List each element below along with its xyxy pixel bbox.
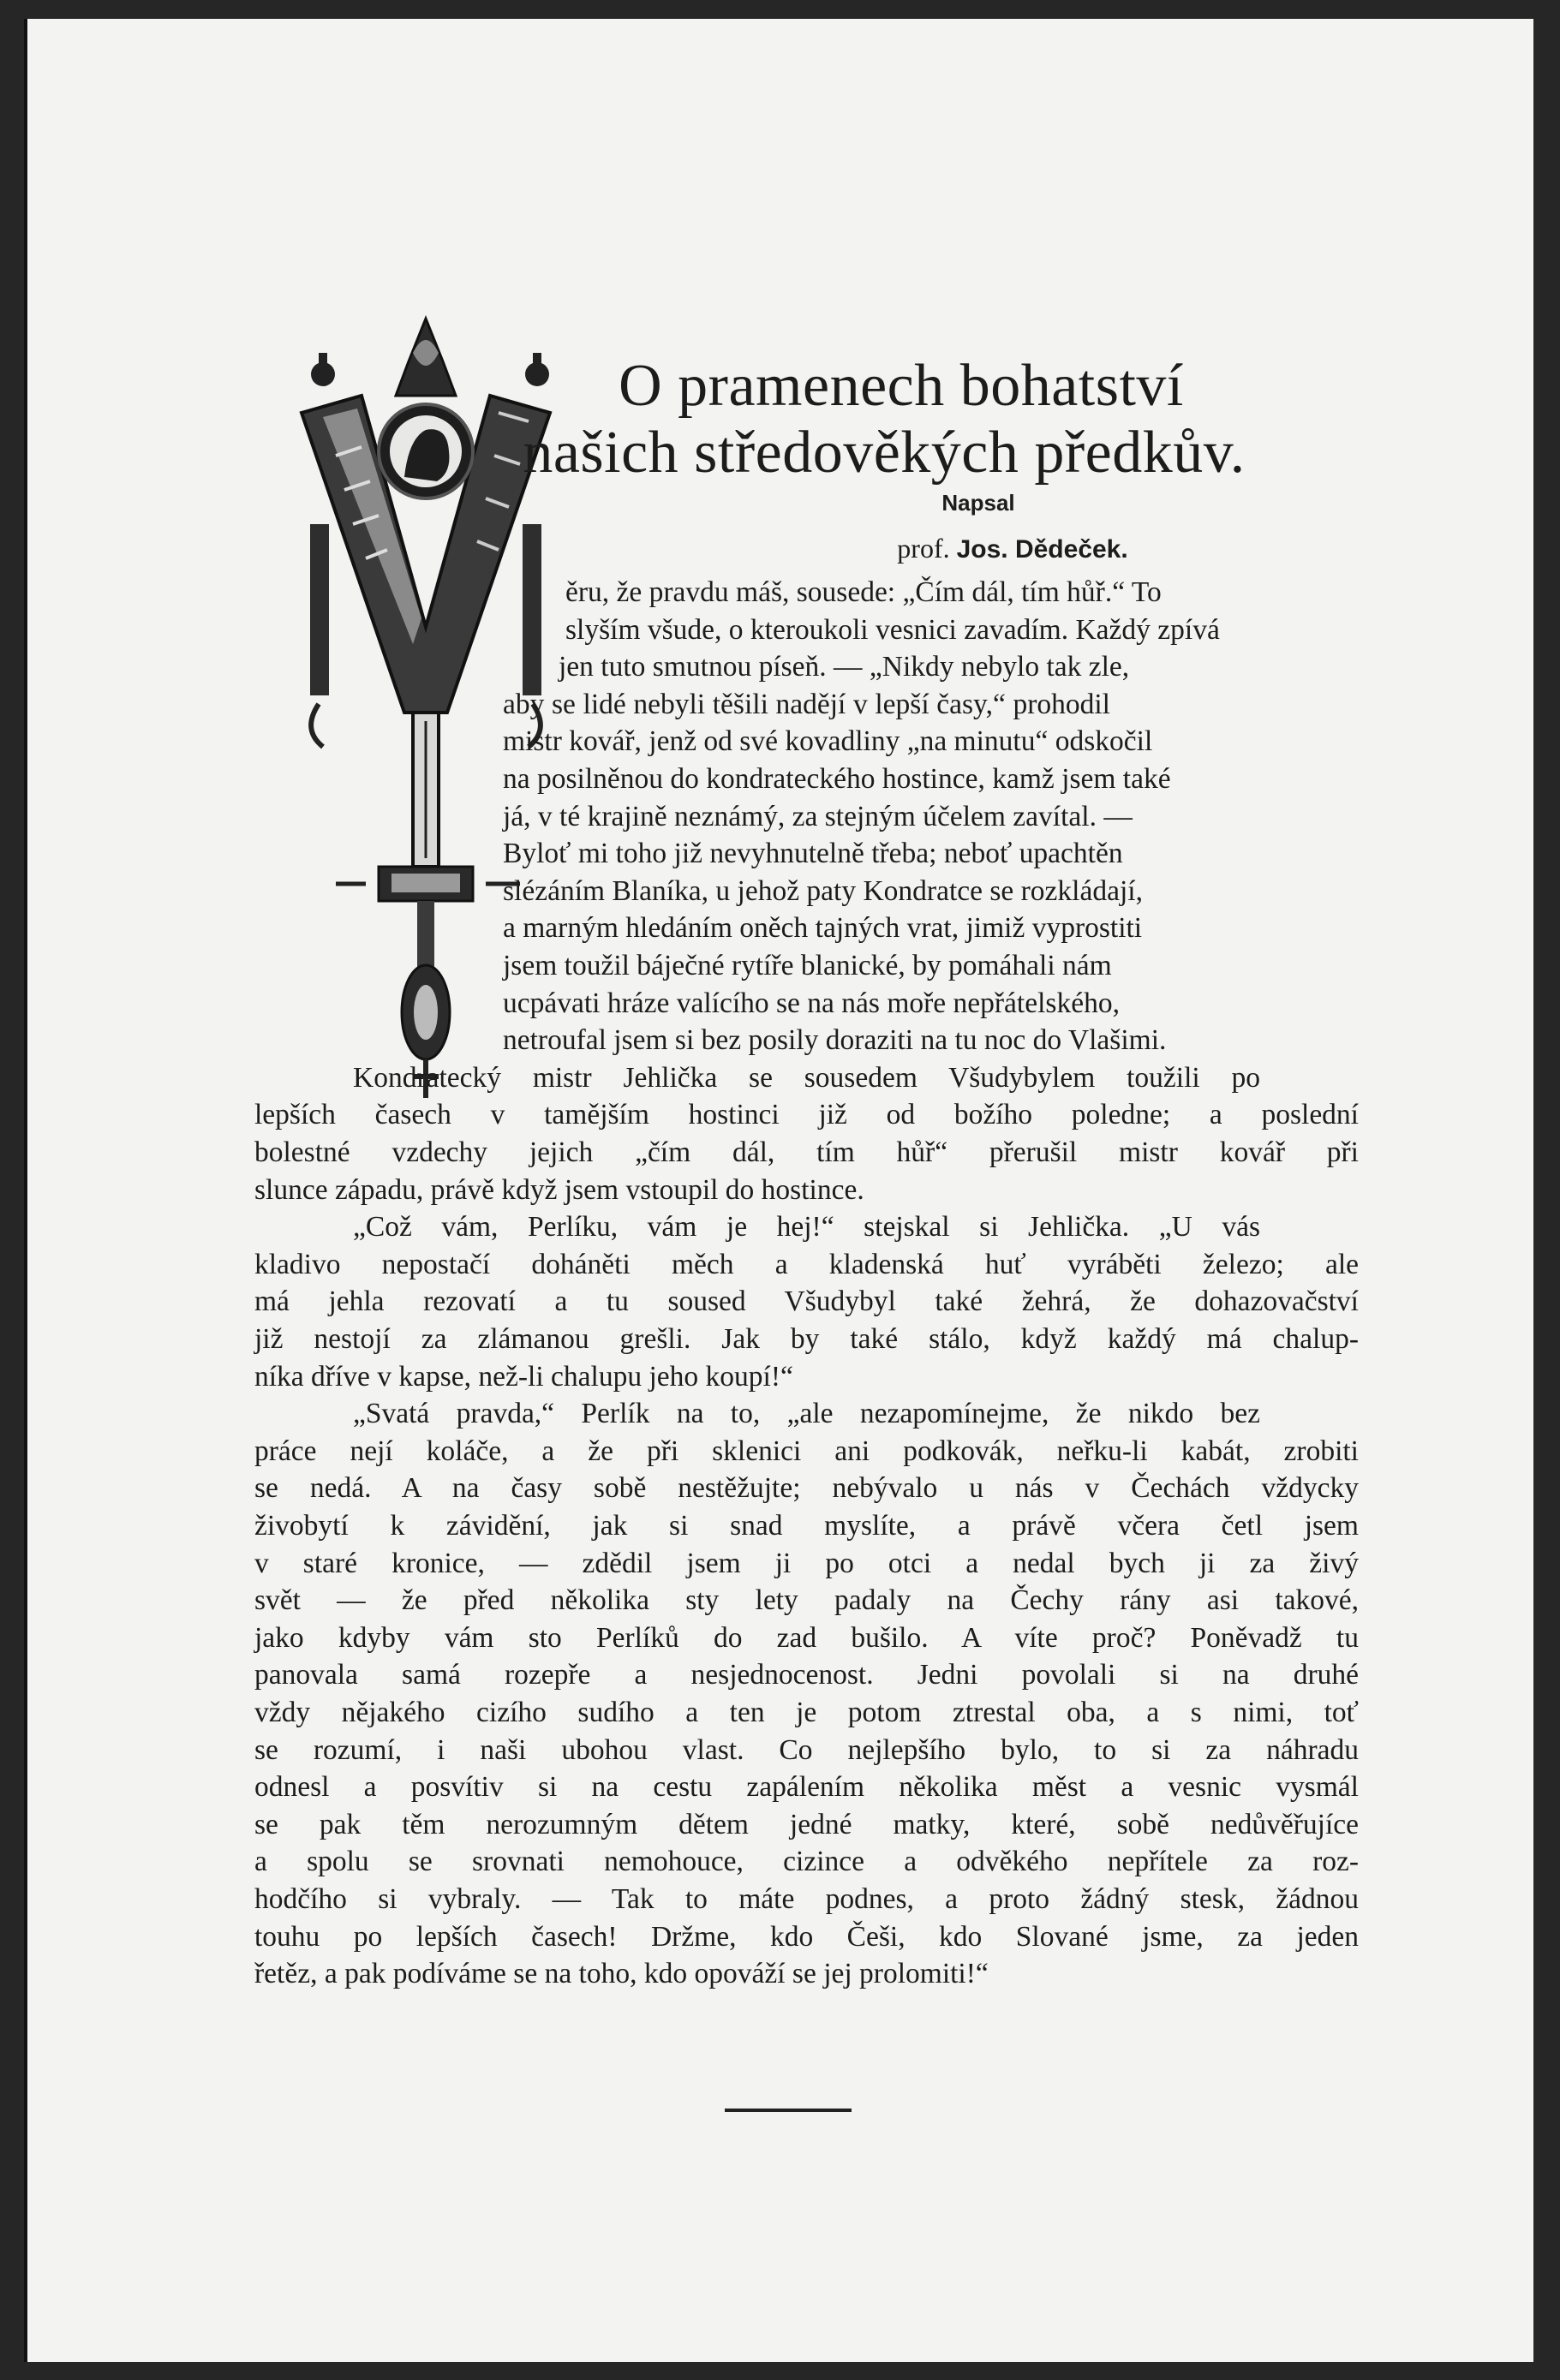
body-line: slyším všude, o kteroukoli vesnici zavadím. Každý zpívá <box>565 614 1220 646</box>
title-line-2: našich středověkých předkův. <box>523 420 1246 486</box>
body-line: já, v té krajině neznámý, za stejným účelem zavítal. — <box>503 801 1133 832</box>
book-page <box>24 19 1533 2362</box>
body-line: aby se lidé nebyli těšili nadějí v lepší časy,“ prohodil <box>503 689 1110 720</box>
body-line: se rozumí, i naši ubohou vlast. Co nejlepšího bylo, to si za náhradu <box>254 1734 1359 1766</box>
body-line: práce nejí koláče, a že při sklenici ani podkovák, neřku-li kabát, zrobiti <box>254 1435 1359 1467</box>
body-line: lepších časech v tamějším hostinci již od božího poledne; a poslední <box>254 1099 1359 1130</box>
body-line: „Což vám, Perlíku, vám je hej!“ stejskal si Jehlička. „U vás <box>353 1211 1260 1243</box>
body-line: Byloť mi toho již nevyhnutelně třeba; neboť upachtěn <box>503 838 1123 869</box>
body-line: vždy nějakého cizího sudího a ten je potom ztrestal oba, a s nimi, toť <box>254 1697 1359 1728</box>
body-line: ucpávati hráze valícího se na nás moře nepřátelského, <box>503 987 1120 1019</box>
body-line: bolestné vzdechy jejich „čím dál, tím hůř“ přerušil mistr kovář při <box>254 1136 1359 1168</box>
author-byline <box>798 533 1227 564</box>
body-line: netroufal jsem si bez posily doraziti na tu noc do Vlašimi. <box>503 1024 1167 1056</box>
end-rule <box>725 2109 852 2112</box>
body-line: živobytí k závidění, jak si snad myslíte, a právě včera četl jsem <box>254 1510 1359 1542</box>
byline-label: Napsal <box>941 490 1015 516</box>
author-prefix: prof. <box>897 533 950 564</box>
body-line: jako kdyby vám sto Perlíků do zad bušilo. A víte proč? Poněvadž tu <box>254 1622 1359 1654</box>
body-line: již nestojí za zlámanou grešli. Jak by také stálo, když každý má chalup- <box>254 1323 1359 1355</box>
title-line-1: O pramenech bohatství <box>619 353 1184 419</box>
body-line: a marným hledáním oněch tajných vrat, jimiž vyprostiti <box>503 912 1143 944</box>
body-line: a spolu se srovnati nemohouce, cizince a odvěkého nepřítele za roz- <box>254 1846 1359 1877</box>
body-line: jsem toužil báječné rytíře blanické, by pomáhali nám <box>503 950 1112 981</box>
body-line: touhu po lepších časech! Držme, kdo Češi, kdo Slované jsme, za jeden <box>254 1921 1359 1953</box>
body-line: níka dříve v kapse, než-li chalupu jeho koupí!“ <box>254 1361 793 1393</box>
body-line: se pak těm nerozumným dětem jedné matky, které, sobě nedůvěřujíce <box>254 1809 1359 1840</box>
body-line: jen tuto smutnou píseň. — „Nikdy nebylo tak zle, <box>559 651 1130 683</box>
article-title <box>456 353 1312 486</box>
body-line: „Svatá pravda,“ Perlík na to, „ale nezapomínejme, že nikdo bez <box>353 1398 1260 1429</box>
body-line: odnesl a posvítiv si na cestu zapálením několika měst a vesnic vysmál <box>254 1771 1359 1803</box>
body-line: svět — že před několika sty lety padaly na Čechy rány asi takové, <box>254 1584 1359 1616</box>
body-line: hodčího si vybraly. — Tak to máte podnes, a proto žádný stesk, žádnou <box>254 1883 1359 1915</box>
body-line: mistr kovář, jenž od své kovadliny „na minutu“ odskočil <box>503 725 1153 757</box>
body-line: slunce západu, právě když jsem vstoupil do hostince. <box>254 1174 864 1206</box>
body-line: ěru, že pravdu máš, sousede: „Čím dál, tím hůř.“ To <box>565 576 1162 608</box>
author-name: Jos. Dědeček. <box>956 535 1128 564</box>
body-line: panovala samá rozepře a nesjednocenost. Jedni povolali si na druhé <box>254 1659 1359 1691</box>
body-line: Kondratecký mistr Jehlička se sousedem Všudybylem toužili po <box>353 1062 1260 1094</box>
body-line: řetěz, a pak podíváme se na toho, kdo opováží se jej prolomiti!“ <box>254 1958 989 1989</box>
body-line: kladivo nepostačí doháněti měch a kladenská huť vyráběti železo; ale <box>254 1249 1359 1280</box>
body-line: se nedá. A na časy sobě nestěžujte; nebývalo u nás v Čechách vždycky <box>254 1472 1359 1504</box>
body-line: má jehla rezovatí a tu soused Všudybyl také žehrá, že dohazovačství <box>254 1285 1359 1317</box>
body-line: na posilněnou do kondrateckého hostince, kamž jsem také <box>503 763 1171 795</box>
body-line: slézáním Blaníka, u jehož paty Kondratce se rozkládají, <box>503 875 1143 907</box>
body-line: v staré kronice, — zdědil jsem ji po otci a nedal bych ji za živý <box>254 1548 1359 1579</box>
